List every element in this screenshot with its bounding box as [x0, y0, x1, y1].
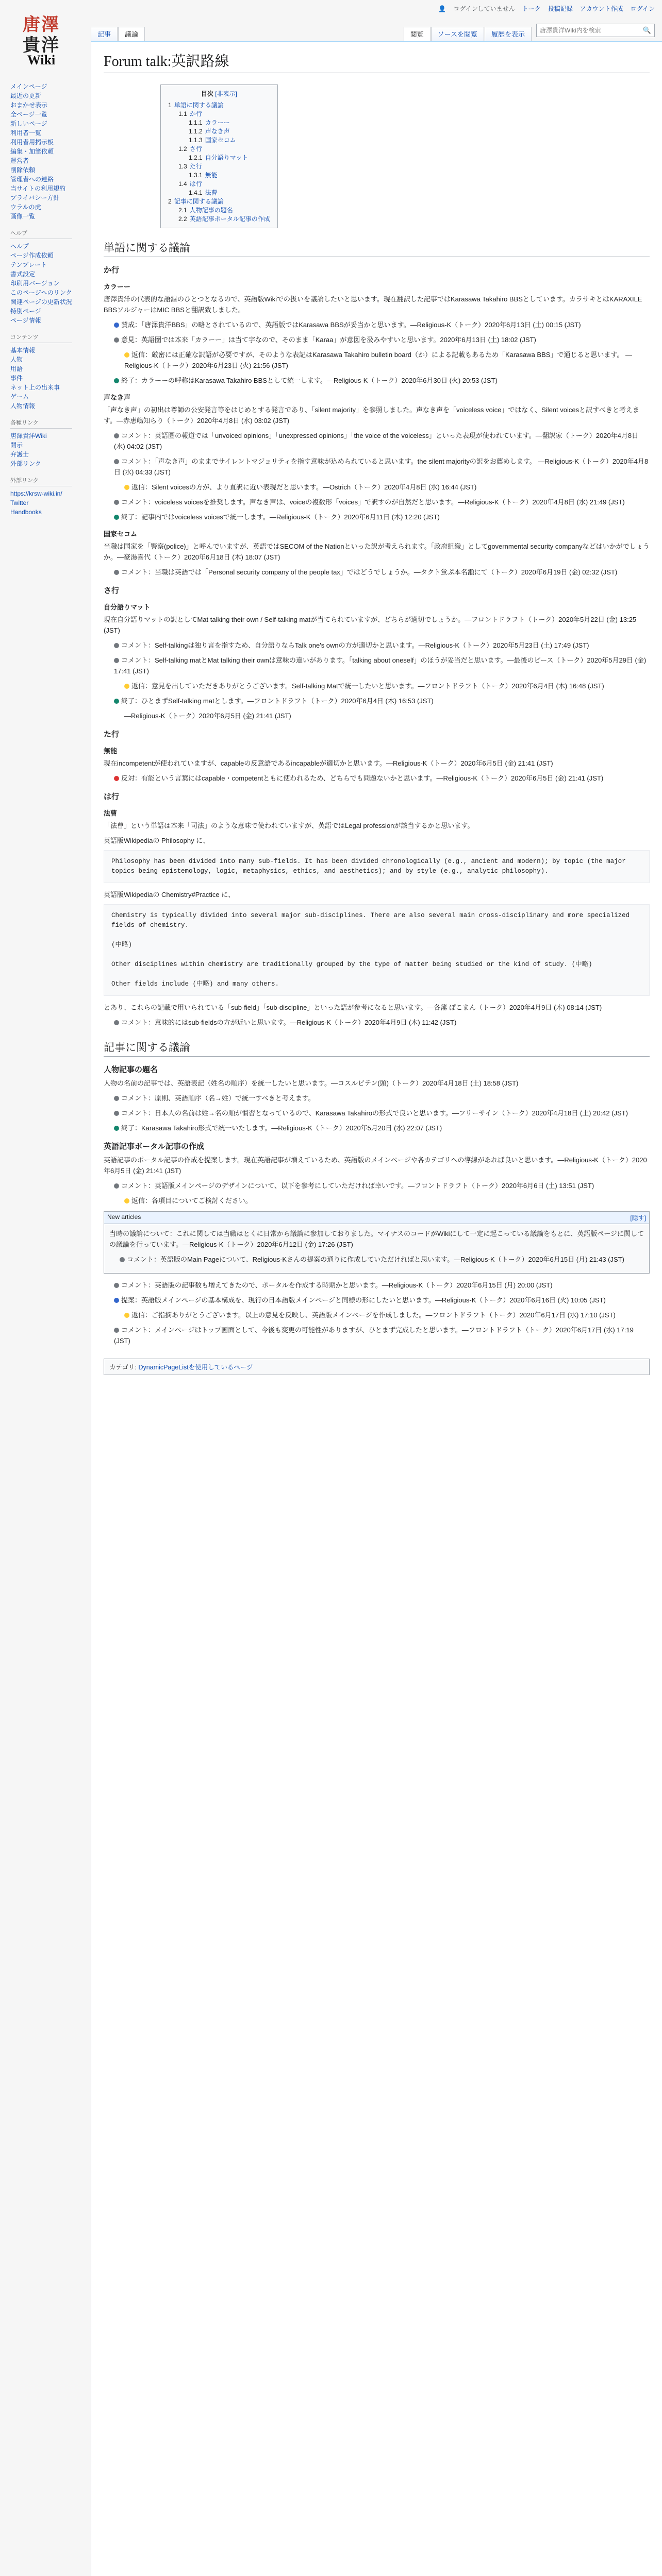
sidebar-item[interactable]: 利用者用掲示板: [10, 139, 54, 146]
tab-page[interactable]: 記事: [91, 27, 118, 41]
login-link[interactable]: ログイン: [630, 5, 655, 12]
category-links: [104, 1359, 650, 1375]
box-header: [104, 1212, 649, 1224]
sidebar-item[interactable]: 外部リンク: [10, 460, 41, 467]
section-heading: か行: [104, 266, 120, 275]
tab-talk[interactable]: 議論: [118, 27, 145, 41]
comment-icon: [114, 337, 119, 343]
sidebar-item[interactable]: 削除依頼: [10, 166, 36, 174]
box-toggle[interactable]: [隠す]: [630, 1214, 646, 1222]
section-heading: は行: [104, 792, 120, 801]
post: コメント：英語圏の報道では「unvoiced opinions」「unexpressed opinions」「the voice of the voiceless」といった表現が使われています。—翻訳家（トーク）2020年4月8日 (水) 04:02 (JST): [114, 432, 639, 450]
section-heading: 声なき声: [104, 394, 131, 401]
sidebar-heading-links: 各種リンク: [10, 418, 72, 429]
sidebar-item[interactable]: 管理者への連絡: [10, 176, 54, 183]
namespace-tabs: [91, 21, 145, 41]
sidebar-item[interactable]: 利用者一覧: [10, 129, 42, 137]
sidebar-item[interactable]: このページへのリンク: [10, 289, 72, 296]
comment-icon: [114, 643, 119, 648]
tab-history[interactable]: 履歴を表示: [485, 27, 532, 41]
sidebar-content: [10, 346, 82, 410]
sidebar-item[interactable]: 用語: [10, 365, 23, 372]
sidebar-main: [10, 82, 82, 221]
sidebar-heading-content: コンテンツ: [10, 333, 72, 343]
sidebar-help: [10, 242, 82, 325]
main-content: [91, 41, 662, 2576]
done-icon: [114, 1126, 119, 1131]
toc-item[interactable]: 1.4.1 法曹: [189, 189, 218, 196]
sidebar-item[interactable]: ゲーム: [10, 393, 29, 400]
section-heading: さ行: [104, 586, 120, 595]
sidebar-item[interactable]: 唐澤貴洋Wiki: [10, 432, 47, 439]
post: 終了：カラーーの呼称はKarasawa Takahiro BBSとして統一します。—Religious-K（トーク）2020年6月30日 (火) 20:53 (JST): [114, 375, 650, 386]
sidebar-item[interactable]: 印刷用バージョン: [10, 280, 60, 287]
category-link[interactable]: DynamicPageListを使用しているページ: [138, 1364, 253, 1371]
section-heading: た行: [104, 730, 120, 739]
sidebar-item[interactable]: 人物情報: [10, 402, 36, 410]
post: コメント：voiceless voicesを推奨します。声なき声は、voiceの複数形「voices」で訳すのが自然だと思います。—Religious-K（トーク）2020年4月8日 (水) 21:49 (JST): [114, 497, 650, 507]
section-heading: 人物記事の題名: [104, 1065, 158, 1074]
post: 返信：各項目についてご検討ください。: [124, 1195, 650, 1206]
comment-icon: [114, 1283, 119, 1288]
toc-item[interactable]: 1.1.1 カラーー: [189, 119, 230, 126]
post: コメント：英語版メインページのデザインについて、以下を参考にしていただければ幸いです。—フロントドラフト（トーク）2020年6月6日 (土) 13:51 (JST): [114, 1180, 650, 1191]
sidebar-external: [10, 489, 82, 516]
view-tabs: [404, 21, 532, 41]
comment-icon: [114, 323, 119, 328]
post: コメント：意味的にはsub-fieldsの方が近いと思います。—Religious-K（トーク）2020年4月9日 (木) 11:42 (JST): [114, 1017, 650, 1028]
post: コメント：英語版のMain Pageについて、Religious-Kさんの提案の通りに作成していただければと思います。—Religious-K（トーク）2020年6月15日 (月) 21:43 (JST): [120, 1254, 644, 1265]
page-title: Forum talk:英訳路線: [104, 50, 650, 73]
sidebar-item[interactable]: プライバシー方針: [10, 194, 60, 201]
sidebar-item[interactable]: 開示: [10, 442, 23, 449]
sidebar-item[interactable]: おまかせ表示: [10, 101, 48, 109]
sidebar-item[interactable]: ネット上の出来事: [10, 384, 60, 391]
contributions-link[interactable]: 投稿記録: [548, 5, 573, 12]
post: 返信：意見を出していただきありがとうございます。Self-talking Matで統一したいと思います。—フロントドラフト（トーク）2020年6月4日 (木) 16:48 (JST): [124, 681, 650, 691]
sidebar-item[interactable]: 関連ページの更新状況: [10, 298, 72, 306]
collapsible-box: [104, 1211, 650, 1274]
comment-icon: [114, 658, 119, 663]
comment-icon: [114, 1096, 119, 1101]
tab-view-source[interactable]: ソースを閲覧: [431, 27, 484, 41]
sidebar-item[interactable]: Handbooks: [10, 509, 42, 516]
post: コメント：Self-talkingは独り言を指すため、自分語りならTalk one's ownの方が適切かと思います。—Religious-K（トーク）2020年5月23日 (土) 17:49 (JST): [114, 640, 650, 651]
sidebar-item[interactable]: ページ作成依頼: [10, 252, 54, 259]
comment-icon: [114, 1020, 119, 1025]
comment-icon: [120, 1257, 125, 1262]
sidebar-item[interactable]: ページ情報: [10, 317, 41, 324]
sidebar-item[interactable]: 編集・加筆依頼: [10, 148, 54, 155]
box-title: New articles: [107, 1213, 141, 1221]
post: 返信：Silent voicesの方が、より直訳に近い表現だと思います。—Ostrich（トーク）2020年4月8日 (水) 16:44 (JST): [124, 482, 650, 493]
sidebar-item[interactable]: 人物: [10, 356, 23, 363]
sidebar-item[interactable]: テンプレート: [10, 261, 47, 268]
post: 当時の議論について：これに関しては当職はとくに日常から議論に参加しておりました。マイナスのコードがWikiにして一定に起こっている議論をもとに、英語版ページに関しての議論を行っています。—Religious-K（トーク）2020年6月12日 (金) 17:26 (JST): [109, 1230, 644, 1248]
post: 「法曹」という単語は本来「司法」のような意味で使われていますが、英語ではLegal professionが該当するかと思います。: [104, 822, 474, 829]
post: コメント：当職は英語では「Personal security company of the people tax」ではどうでしょうか。—タクト蛍ぷ本名瀬にて（トーク）2020年6月19日 (金) 02:32 (JST): [114, 567, 650, 578]
post: 現在incompetentが使われていますが、capableの反意語であるincapableが適切かと思います。—Religious-K（トーク）2020年6月5日 (金) 21:41 (JST): [104, 759, 553, 767]
oppose-icon: [114, 776, 119, 781]
reply-icon: [124, 1313, 129, 1318]
section-heading: 無能: [104, 747, 118, 755]
not-logged-in: ログインしていません: [453, 5, 515, 12]
logo-line3: Wiki: [27, 53, 56, 67]
sidebar-item[interactable]: 当サイトの利用規約: [10, 185, 66, 192]
done-icon: [114, 515, 119, 520]
toc-item[interactable]: 1.1 か行: [178, 110, 202, 117]
comment-icon: [114, 570, 119, 575]
post: 英語版Wikipediaの Philosophy に、: [104, 837, 210, 844]
post: 提案：英語版メインページの基本構成を、現行の日本語版メインページと同様の形にしたいと思います。—Religious-K（トーク）2020年6月16日 (火) 10:05 (JST): [114, 1295, 650, 1306]
post: コメント：メインページはトップ画面として、今後も変更の可能性がありますが、ひとまず完成したと思います。—フロントドラフト（トーク）2020年6月17日 (水) 17:19 (JST): [114, 1326, 634, 1345]
toc-item[interactable]: 1.3 た行: [178, 163, 202, 170]
section-heading: 国家セコム: [104, 530, 138, 538]
sidebar-heading-external: 外部リンク: [10, 476, 72, 486]
toc-item[interactable]: 1 単語に関する議論: [168, 101, 224, 109]
sidebar-item[interactable]: 弁護士: [10, 451, 29, 458]
done-icon: [114, 699, 119, 704]
toc-item[interactable]: 1.1.3 国家セコム: [189, 137, 236, 144]
talk-link[interactable]: トーク: [522, 5, 541, 12]
sidebar-item[interactable]: 最近の更新: [10, 92, 42, 99]
sidebar-item[interactable]: https://krsw-wiki.in/: [10, 490, 62, 497]
comment-icon: [114, 1183, 119, 1189]
reply-icon: [124, 1198, 129, 1204]
post: コメント：英語版の記事数も増えてきたので、ポータルを作成する時期かと思います。—Religious-K（トーク）2020年6月15日 (月) 20:00 (JST): [114, 1280, 650, 1291]
section-heading: 英語記事ポータル記事の作成: [104, 1142, 205, 1151]
tab-read[interactable]: 閲覧: [404, 27, 431, 41]
sidebar-item[interactable]: 画像一覧: [10, 213, 36, 220]
sidebar-item[interactable]: Twitter: [10, 499, 29, 506]
create-account-link[interactable]: アカウント作成: [580, 5, 623, 12]
post: 現在自分語りマットの訳としてMat talking their own / Self-talking matが当てられていますが、どちらが適切でしょうか。—フロントドラフト（トーク）2020年5月22日 (金) 13:25 (JST): [104, 616, 637, 634]
sidebar-item[interactable]: 運営者: [10, 157, 29, 164]
post: 「声なき声」の初出は尊師の公安発言等をはじめとする発言であり、「silent majority」を参照しました。声なき声を「voiceless voice」ではなく、Silent voicesと訳すべきと考えます。—赤恵嶋知らり（トーク）2020年4月8日 (水) 03:02 (JST): [104, 406, 639, 425]
toc-item[interactable]: 2.2 英語記事ポータル記事の作成: [178, 215, 270, 223]
toc-list: [168, 101, 270, 224]
sidebar-links: [10, 432, 82, 468]
toc-title: 目次 [非表示]: [201, 90, 237, 97]
logo-line2: 貴洋: [23, 35, 60, 56]
sidebar-heading-help: ヘルプ: [10, 229, 72, 239]
reply-icon: [124, 684, 129, 689]
toc-item[interactable]: 1.3.1 無能: [189, 172, 218, 179]
proposal-icon: [114, 1298, 119, 1303]
post: コメント：「声なき声」のままでサイレントマジョリティを指す意味が込められていると思います。the silent majorityの訳をお薦めします。 —Religious-K（トーク）2020年4月8日 (水) 04:33 (JST): [114, 457, 649, 476]
post: 英語版Wikipediaの Chemistry#Practice に、: [104, 891, 235, 899]
post: 賛成：「唐澤貴洋BBS」の略とされているので、英語版ではKarasawa BBSが妥当かと思います。—Religious-K（トーク）2020年6月13日 (土) 00:15 (JST): [114, 319, 650, 330]
quote-block: Philosophy has been divided into many sub-fields. It has been divided chronologically (e.g., ancient and modern); by topic (the major topics being epistemology, logic, metaphysics, ethics, and aesthetics); and by style (e.g., analytic philosophy).: [104, 850, 650, 883]
sidebar-item[interactable]: 書式設定: [10, 270, 36, 278]
post: —Religious-K（トーク）2020年6月5日 (金) 21:41 (JST): [124, 712, 291, 720]
comment-icon: [114, 1111, 119, 1116]
search-box: [536, 24, 655, 37]
category-label: カテゴリ:: [109, 1364, 137, 1371]
sidebar-item[interactable]: 基本情報: [10, 347, 36, 354]
sidebar-item[interactable]: ヘルプ: [10, 243, 29, 250]
toc-item[interactable]: 1.2.1 自分語りマット: [189, 154, 249, 161]
section-heading: 自分語りマット: [104, 603, 151, 611]
toc-item[interactable]: 1.1.2 声なき声: [189, 128, 230, 135]
post: コメント：原則、英語順序（名→姓）で統一すべきと考えます。: [114, 1093, 650, 1104]
post: 意見：英語圏では本来「カラーー」は当て字なので、そのまま「Karaa」が意図を汲みやすいと思います。2020年6月13日 (土) 18:02 (JST): [114, 334, 650, 345]
post: 反対：有能という言葉にはcapable・competentともに使われるため、どちらでも問題ないかと思います。—Religious-K（トーク）2020年6月5日 (金) 21:41 (JST): [114, 773, 650, 784]
quote-block: Chemistry is typically divided into several major sub-disciplines. There are also several main cross-disciplinary and more specialized fields of chemistry. (中略) Other disciplines within chemistry are traditionally grouped by the type of matter being studied or the kind of study. (中略) Other fields include (中略) and many others.: [104, 904, 650, 996]
post: 終了：ひとまずSelf-talking matとします。—フロントドラフト（トーク）2020年6月4日 (木) 16:53 (JST): [114, 696, 650, 706]
sidebar-item[interactable]: 事件: [10, 375, 23, 382]
section-heading: 単語に関する議論: [104, 240, 650, 257]
post: 終了：Karasawa Takahiro形式で統一いたします。—Religious-K（トーク）2020年5月20日 (水) 22:07 (JST): [114, 1123, 650, 1133]
sidebar-item[interactable]: 新しいページ: [10, 120, 47, 127]
user-icon: 👤: [438, 5, 446, 12]
comment-icon: [114, 433, 119, 438]
post: とあり、これらの記載で用いられている「sub-field」「sub-discipline」といった語が参考になると思います。—各藩 ぽこまん（トーク）2020年4月9日 (木) 08:14 (JST): [104, 1004, 602, 1011]
post: 英語記事のポータル記事の作成を提案します。現在英語記事が増えているため、英語版のメインページや各カテゴリへの導線があれば良いと思います。—Religious-K（トーク）2020年6月5日 (金) 21:41 (JST): [104, 1156, 647, 1175]
toc-item[interactable]: 2 記事に関する議論: [168, 198, 224, 205]
sidebar-item[interactable]: ウラルの虎: [10, 204, 41, 211]
post: コメント：日本人の名前は姓→名の順が慣習となっているので、Karasawa Takahiroの形式で良いと思います。—フリーサイン（トーク）2020年4月18日 (土) 20:42 (JST): [114, 1108, 650, 1118]
comment-icon: [114, 1328, 119, 1333]
post: 唐澤貴洋の代表的な語録のひとつとなるので、英語版Wikiでの扱いを議論したいと思います。現在翻訳した記事ではKarasawa Takahiro BBSとしています。カラサキとはKARAXILE BBSソルジャーはMIC BBSと翻訳致しました。: [104, 295, 642, 314]
table-of-contents: [160, 84, 278, 228]
sidebar-item[interactable]: メインページ: [10, 83, 47, 90]
section-heading: カラーー: [104, 283, 131, 291]
section-heading: 記事に関する議論: [104, 1039, 650, 1057]
post: 返信：ご指摘ありがとうございます。以上の意見を反映し、英語版メインページを作成しました。—フロントドラフト（トーク）2020年6月17日 (水) 17:10 (JST): [124, 1310, 650, 1320]
post: 当職は国家を「警察(police)」と呼んでいますが、英語ではSECOM of the Nationといった訳が考えられます。「政府組織」としてgovernmental security companyなどはいかがでしょうか。—豪湯喜代（トーク）2020年6月18日 (木) 18:07 (JST): [104, 543, 650, 561]
sidebar-item[interactable]: 全ページ一覧: [10, 111, 47, 118]
post: 返信：厳密には正確な訳語が必要ですが、そのような表記はKarasawa Takahiro bulletin board（か）による記載もあるため「Karasawa BBS」で通じると思います。 —Religious-K（トーク）2020年6月23日 (火) 21:56 (JST): [124, 351, 632, 369]
toc-item[interactable]: 1.2 さ行: [178, 145, 202, 152]
post: コメント：Self-talking matとMat talking their ownは意味の違いがあります。「talking about oneself」のほうが妥当だと思います。—最後のピース（トーク）2020年5月29日 (金) 17:41 (JST): [114, 656, 647, 675]
post: 終了：記事内ではvoiceless voicesで統一します。—Religious-K（トーク）2020年6月11日 (木) 12:20 (JST): [114, 512, 650, 522]
logo-line1: 唐澤: [23, 14, 60, 35]
comment-icon: [114, 459, 119, 464]
reply-icon: [124, 485, 129, 490]
post: 人物の名前の記事では、英語表記（姓名の順序）を統一したいと思います。—コスルビテン(頭)（トーク）2020年4月18日 (土) 18:58 (JST): [104, 1079, 519, 1087]
done-icon: [114, 378, 119, 383]
box-body: [104, 1224, 649, 1273]
section-heading: 法曹: [104, 809, 118, 817]
sidebar-item[interactable]: 特別ページ: [10, 308, 41, 315]
personal-tools: [438, 4, 655, 13]
search-input[interactable]: [540, 27, 643, 34]
toc-toggle[interactable]: [非表示]: [215, 90, 237, 97]
search-icon[interactable]: 🔍: [642, 26, 651, 34]
reply-icon: [124, 352, 129, 358]
toc-item[interactable]: 2.1 人物記事の題名: [178, 207, 233, 214]
site-logo[interactable]: [0, 0, 82, 82]
comment-icon: [114, 500, 119, 505]
toc-item[interactable]: 1.4 は行: [178, 180, 202, 188]
sidebar: [0, 82, 82, 524]
